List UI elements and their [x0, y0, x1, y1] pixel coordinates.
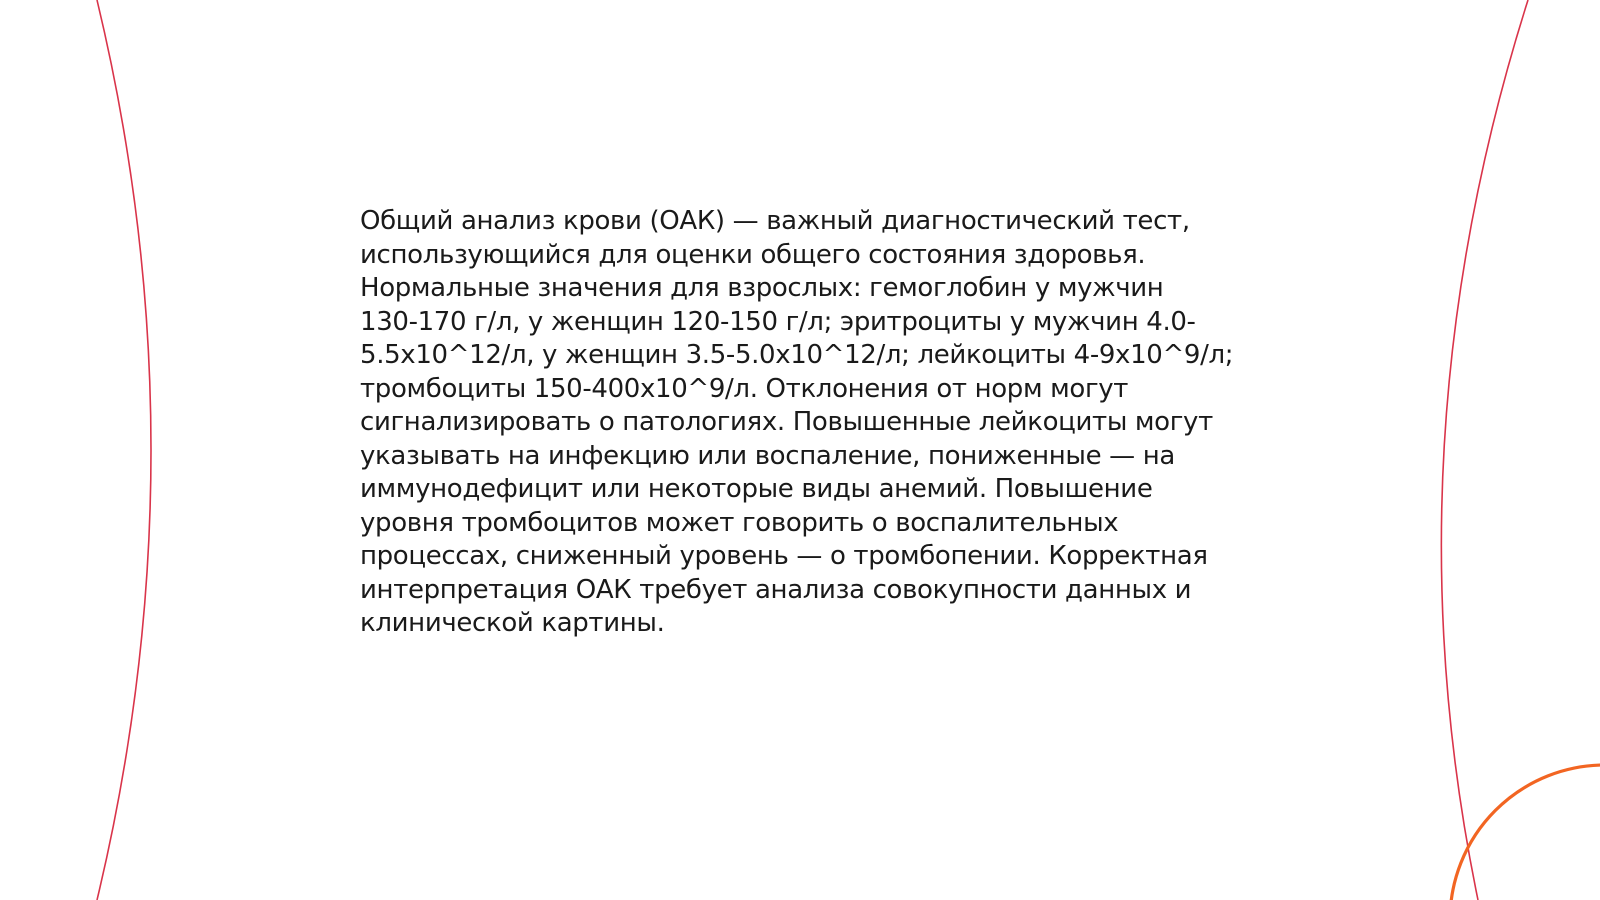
text-line: Нормальные значения для взрослых: гемоглобин у мужчин	[360, 273, 1164, 303]
text-line: использующийся для оценки общего состояния здоровья.	[360, 239, 1146, 270]
text-line: клинической картины.	[360, 608, 665, 638]
text-line: тромбоциты 150-400x10^9/л. Отклонения от норм могут	[360, 373, 1129, 404]
text-line: 130-170 г/л, у женщин 120-150 г/л; эритроциты у мужчин 4.0-	[360, 306, 1196, 337]
text-line: 5.5x10^12/л, у женщин 3.5-5.0x10^12/л; лейкоциты 4-9x10^9/л;	[360, 340, 1234, 370]
text-line: иммунодефицит или некоторые виды анемий. Повышение	[360, 474, 1153, 504]
text-line: интерпретация ОАК требует анализа совокупности данных и	[360, 574, 1192, 605]
text-line: сигнализировать о патологиях. Повышенные лейкоциты могут	[360, 407, 1213, 437]
accent-ring	[1450, 765, 1600, 900]
left-curve-line	[97, 0, 151, 900]
body-text	[360, 205, 1240, 641]
text-line: уровня тромбоцитов может говорить о воспалительных	[360, 507, 1119, 538]
text-line: указывать на инфекцию или воспаление, пониженные — на	[360, 440, 1175, 471]
text-line: Общий анализ крови (ОАК) — важный диагностический тест,	[360, 206, 1190, 236]
text-line: процессах, сниженный уровень — о тромбопении. Корректная	[360, 541, 1208, 571]
right-curve-line	[1441, 0, 1528, 900]
